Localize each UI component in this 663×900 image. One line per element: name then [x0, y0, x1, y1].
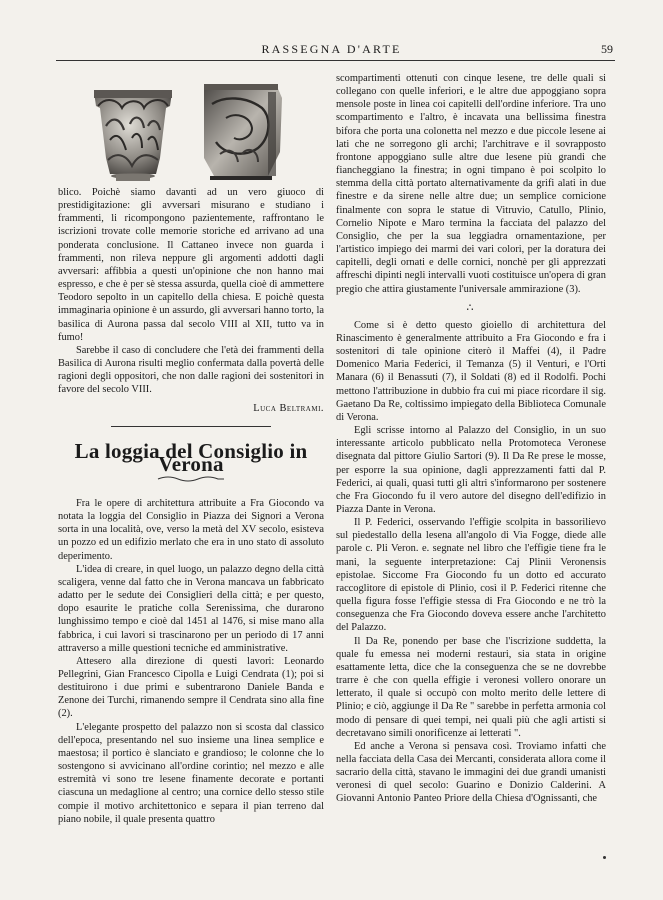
body-paragraph: Attesero alla direzione di questi lavori: Leonardo Pellegrini, Gian Francesco Cipolla e Luigi Cendrata (1); poi si destituirono i due primi e subentrarono Daniele Banda e Zenone dei Turchi, rimanendo sempre il Cendrata sino alla fine (2). — [58, 655, 324, 720]
body-paragraph: Sarebbe il caso di concludere che l'età dei frammenti della Basilica di Aurona risulti meglio confermata dalla povertà delle ragioni degli oppositori, che non dalle ragioni dei sostenitori in favore del secolo VIII. — [58, 344, 324, 396]
right-column — [336, 72, 606, 806]
body-paragraph: Il Da Re, ponendo per base che l'iscrizione suddetta, la quale fu emessa nei moderni restauri, sia stata in origine esattamente letta, dice che la conseguenza che se ne dovrebbe trarre è che con quella effigie i veronesi vollero onorare un letterato, il quale si occupò con molto merito delle lettere di Plinio; e ciò, aggiunge il Da Re " sarebbe in perfetta armonia col modo di pensare di quei tempi, nei quali più che agli artisti si decretavano simili onorificenze ai letterati ". — [336, 635, 606, 739]
page-mark — [603, 856, 606, 859]
right-capital-image — [204, 84, 282, 180]
body-paragraph: L'elegante prospetto del palazzo non si scosta dal classico dell'epoca, presentando nel suo insieme una linea semplice e maestosa; il portico è slanciato e grandioso; le colonne che lo sostengono si avvicinano all'ordine corintio; nel mezzo e alle estremità vi sono tre lesene finamente decorate e portanti ciascuna un medaglione al centro; una cornice dello stesso stile compie il motivo architettonico e separa il pian terreno dal piano nobile, il quale presenta quattro — [58, 721, 324, 825]
page-number: 59 — [601, 42, 613, 56]
continued-paragraph: blico. Poichè siamo davanti ad un vero giuoco di prestidigitazione: gli avversari misurano e studiano i frammenti, li ricompongono pazientemente, raffrontano le iscrizioni trovate colle memorie storiche ed arrivano ad una ponderata conclusione. Il Cattaneo invece non guarda i frammenti, non rileva neppure gli argomenti addotti dagli avversari: affibbia a questi un'opinione che non hanno mai espresso, e che è per sè stessa assurda, quella cioè di ammettere Teodoro sepolto in un capitello della chiesa. E poichè questa immaginaria opinione è un assurdo, gli avversari hanno torto, la basilica di Aurona passa dal secolo VIII al XII, tutto va in fumo! — [58, 187, 324, 343]
body-paragraph: Ed anche a Verona si pensava così. Troviamo infatti che nella facciata della Casa dei Mercanti, considerata allora come il sacrario della città, stavano le immagini dei due grandi umanisti veronesi di quel secolo: Guarino e Donizio Calderini. A Giovanni Antonio Panteo Priore della Chiesa d'Ognissanti, che — [336, 740, 606, 805]
title-ornament-icon — [156, 475, 226, 483]
body-paragraph: Il P. Federici, osservando l'effigie scolpita in bassorilievo sul piedestallo della lesena all'angolo di Via Fogge, diede alle parole c. Pli Veron. e. segnate nel libro che l'effigie tiene fra le mani, la seguente interpretazione: Caj Plinii Veronensis epistolae. Siccome Fra Giocondo fu un dotto ed accurato raccoglitore di epistole di Plinio, così il P. Federici ritenne che quella figura fosse l'effigie stessa di Fra Giocondo e ne trò la conseguenza che Fra Giocondo doveva essere anche l'architetto del Palazzo. — [336, 517, 606, 634]
article-title: La loggia del Consiglio in Verona — [74, 438, 308, 476]
running-header-title: RASSEGNA D'ARTE — [261, 42, 402, 56]
section-divider — [111, 426, 271, 427]
body-paragraph: L'idea di creare, in quel luogo, un palazzo degno della città scaligera, venne dal fatto che in Verona mancava un fabbricato adatto per le sedute dei Consiglieri della città; e per questo, dopo esaurite le pratiche colla Serenissima, che durarono lunghissimo tempo e cioè dal 1451 al 1476, si mise mano alla fabbrica, i cui lavori si trascinarono per un periodo di 17 anni attraverso a mille questioni tecniche ed amministrative. — [58, 563, 324, 654]
left-capital-image — [94, 90, 172, 181]
capitals-figure — [86, 78, 296, 188]
header-rule — [56, 60, 615, 61]
continued-paragraph: scompartimenti ottenuti con cinque lesene, tre delle quali si collegano con quelle inferiori, e le altre due appoggiano sopra mensole poste in linea coi capitelli dell'ordine inferiore. Tra uno scompartimento e l'altro, è incavata una bellissima finestra bifora che porta una colonetta nel mezzo e due piccole lesene ai lati che ne sorregono gli archi; l'architrave e il sovrapposto frontone appoggiano sulle altre due lesene più grandi che fiancheggiano la finestra; in ogni timpano è poi scolpito lo stemma della città portato alternativamente da grifi alati in due finestre e da sirene nelle altre due; un semplice cornicione finalmente con sopra le statue di Vitruvio, Catullo, Plinio, Cornelio Nipote e Maro termina la facciata del palazzo del Consiglio, che per la sua leggiadra ornamentazione, per l'artistico impiego dei marmi dei vari colori, per la doratura dei capitelli, degli ornati e delle cornici, nonchè per gli apprezzati affreschi dipinti negli intervalli vuoti costituisce un'opera di gran pregio che attira giustamente l'universale ammirazione (3). — [336, 73, 606, 295]
body-paragraph: Fra le opere di architettura attribuite a Fra Giocondo va notata la loggia del Consiglio in Piazza dei Signori a Verona sorta in una località, ove, verso la metà del XV secolo, esisteva un pozzo ed un edifizio merlato che era in uno stato di assoluto deperimento. — [58, 497, 324, 562]
author-signature: Luca Beltrami. — [253, 402, 324, 414]
section-separator: ∴ — [466, 301, 476, 314]
left-column — [58, 186, 324, 826]
body-paragraph: Egli scrisse intorno al Palazzo del Consiglio, in un suo interessante articolo pubblicato nella Protomoteca Veronese disegnata dal pittore Giulio Sartori (9). Il Da Re prese le mosse, per esporre la sua opinione, dagli apprezzamenti fatti dal P. Federici, ai quali, quasi tutti gli altri s'informarono per sostenere che Fra Giocondo fu il vero autore del disegno dell'edifizio in Piazza Dante in Verona. — [336, 425, 606, 515]
body-paragraph: Come si è detto questo gioiello di architettura del Rinascimento è generalmente attribuito a Fra Giocondo e fra i sostenitori di tale opinione citerò il Maffei (4), il Padre Domenico Maria Federici, il Temanza (5) il Venturi, e l'Orti Manara (6) il Benassuti (7), il Soldati (8) ed il Rodolfi. Pochi mettono l'attribuzione in dubbio fra cui mi piace ricordare il sig. Gaetano Da Re, coltissimo impiegato della Biblioteca Comunale di Verona. — [336, 319, 606, 423]
